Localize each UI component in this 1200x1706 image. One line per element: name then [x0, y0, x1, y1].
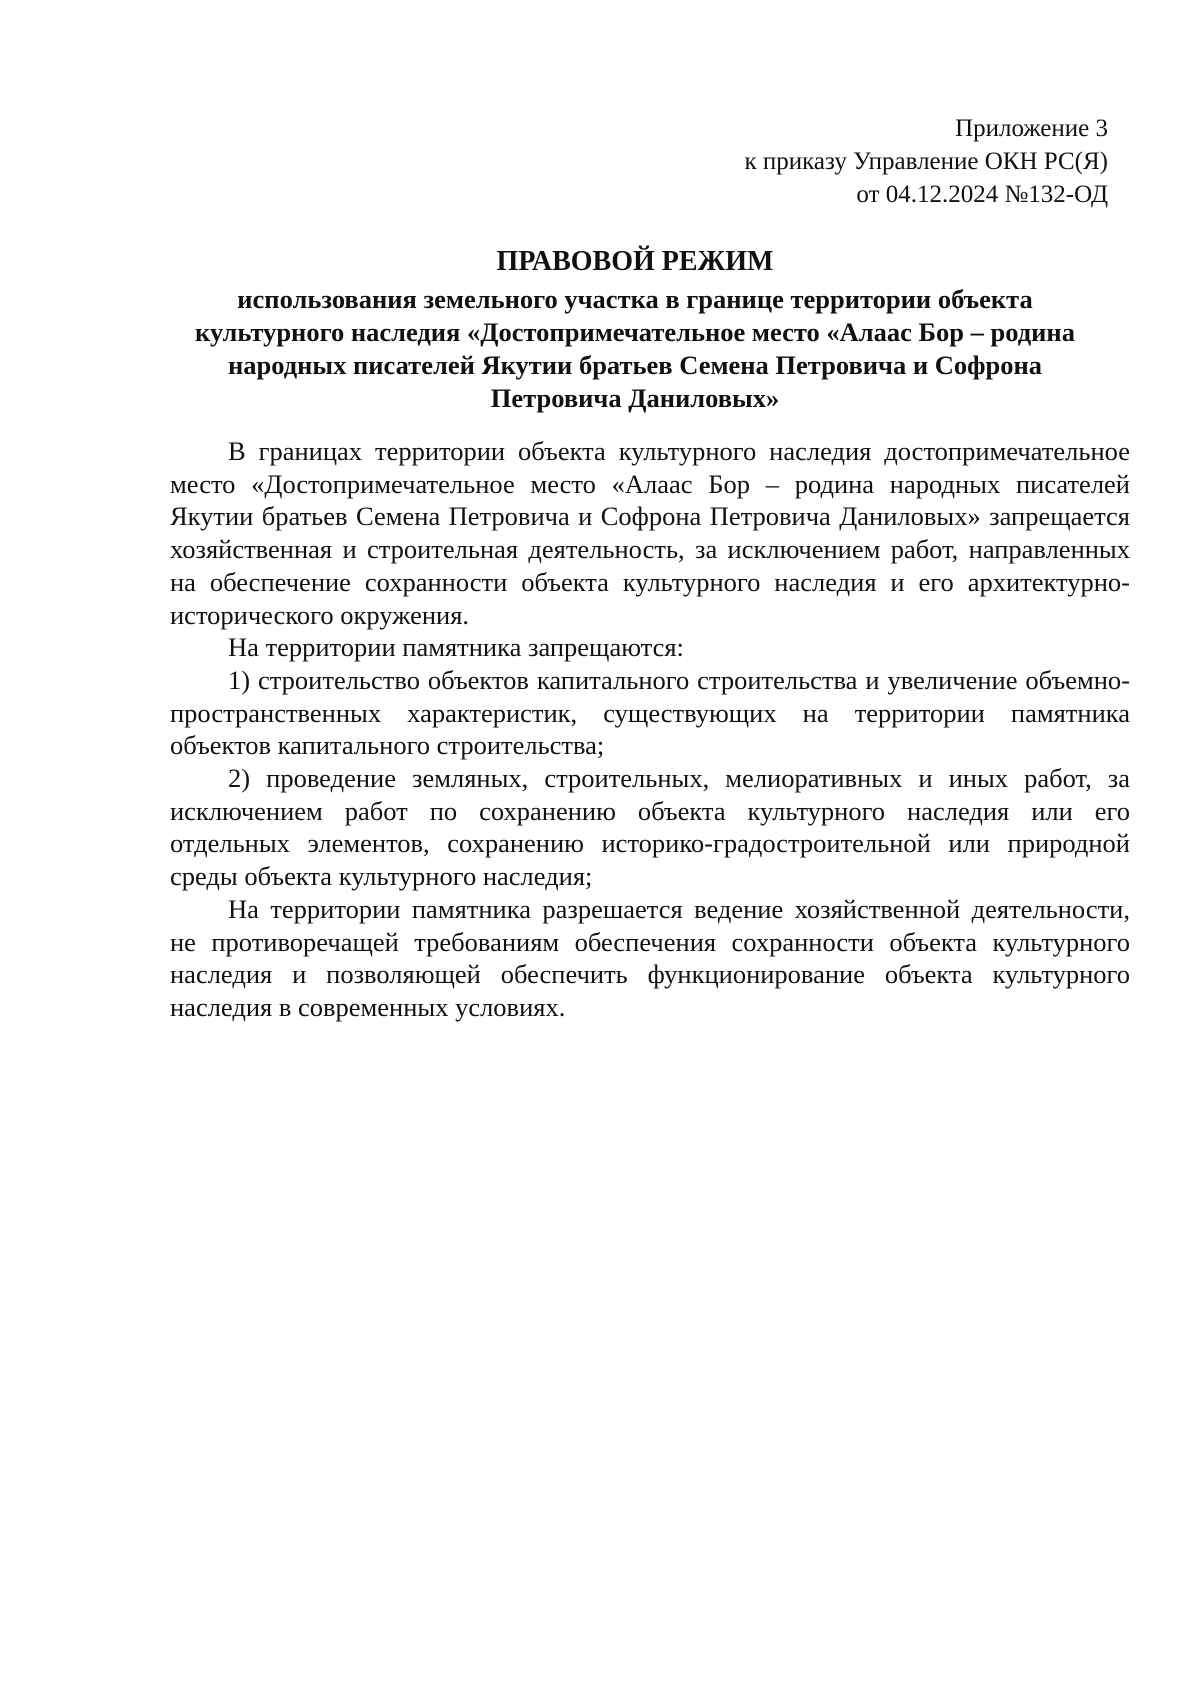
paragraph-prohibitions-heading: На территории памятника запрещаются:: [228, 632, 684, 663]
appendix-order-reference: к приказу Управление ОКН РС(Я): [744, 148, 1108, 175]
paragraph-prohibition-1: 1) строительство объектов капитального строительства и увеличение объемно-пространственных характеристик, существующих на территории памятника объектов капитального строительства;: [170, 664, 1130, 761]
appendix-number: Приложение 3: [955, 115, 1108, 142]
title-main: ПРАВОВОЙ РЕЖИМ: [496, 246, 774, 277]
paragraph-permissions: На территории памятника разрешается ведение хозяйственной деятельности, не противоречащей требованиям обеспечения сохранности объекта культурного наследия и позволяющей обеспечить функционирование объекта культурного наследия в современных условиях.: [170, 893, 1130, 1022]
appendix-header: [548, 112, 1108, 211]
appendix-order-date: от 04.12.2024 №132-ОД: [856, 181, 1108, 208]
paragraph-prohibition-2: 2) проведение земляных, строительных, мелиоративных и иных работ, за исключением работ по сохранению объекта культурного наследия или его отдельных элементов, сохранению историко-градостроительной или природной среды объекта культурного наследия;: [170, 763, 1130, 892]
paragraph-intro: В границах территории объекта культурного наследия достопримечательное место «Достопримечательное место «Алаас Бор – родина народных писателей Якутии братьев Семена Петровича и Софрона Петровича Даниловых» запрещается хозяйственная и строительная деятельность, за исключением работ, направленных на обеспечение сохранности объекта культурного наследия и его архитектурно-исторического окружения.: [170, 436, 1130, 630]
document-title: [160, 245, 1110, 415]
title-subtitle: использования земельного участка в границе территории объекта культурного наследия «Достопримечательное место «Алаас Бор – родина народных писателей Якутии братьев Семена Петровича и Софрона Петровича Даниловых»: [195, 284, 1075, 413]
document-body: [170, 435, 1130, 1024]
